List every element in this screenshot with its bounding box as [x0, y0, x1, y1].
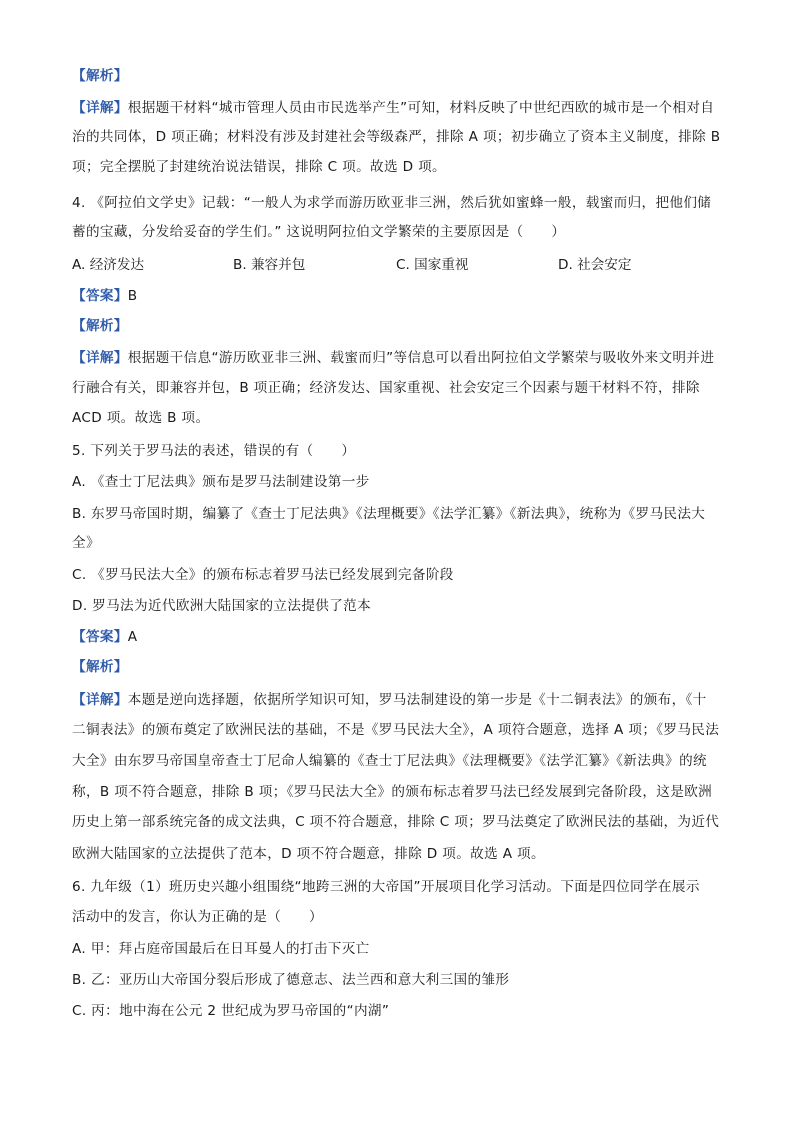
analysis-tag-q3: 【解析】 [72, 68, 128, 84]
detail-line: 称，B 项不符合题意，排除 B 项；《罗马民法大全》的颁布标志着罗马法已经发展到完备阶段，这是欧洲 [72, 784, 713, 800]
option-a: A. 经济发达 [72, 257, 145, 273]
question-stem: 5. 下列关于罗马法的表述，错误的有（ ） [72, 443, 356, 459]
option-b: B. 兼容并包 [233, 257, 306, 273]
detail-line: 欧洲大陆国家的立法提供了范本，D 项不符合题意，排除 D 项。故选 A 项。 [72, 846, 545, 862]
question-stem: 蓄的宝藏，分发给妥奋的学生们。” 这说明阿拉伯文学繁荣的主要原因是（ ） [72, 224, 566, 240]
answer-line: 【答案】A [72, 629, 138, 645]
option-c: C. 丙：地中海在公元 2 世纪成为罗马帝国的“内湖” [72, 1003, 390, 1019]
option-b: B. 东罗马帝国时期，编纂了《查士丁尼法典》《法理概要》《法学汇纂》《新法典》，统称为《罗马民法大 [72, 506, 706, 522]
detail-line: 行融合有关，即兼容并包，B 项正确；经济发达、国家重视、社会安定三个因素与题干材料不符，排除 [72, 380, 700, 396]
detail-line: 大全》由东罗马帝国皇帝查士丁尼命人编纂的《查士丁尼法典》《法理概要》《法学汇纂》《新法典》的统 [72, 753, 707, 769]
option-d: D. 罗马法为近代欧洲大陆国家的立法提供了范本 [72, 598, 372, 614]
analysis-tag: 【解析】 [72, 659, 128, 675]
question-stem: 4. 《阿拉伯文学史》记载：“一般人为求学而游历欧亚非三洲，然后犹如蜜蜂一般，载蜜而归，把他们储 [72, 195, 712, 211]
detail-line: 【详解】根据题干信息“游历欧亚非三洲、载蜜而归”等信息可以看出阿拉伯文学繁荣与吸收外来文明并进 [72, 350, 715, 366]
detail-line: 治的共同体，D 项正确；材料没有涉及封建社会等级森严，排除 A 项；初步确立了资本主义制度，排除 B [72, 129, 721, 145]
answer-line: 【答案】B [72, 288, 138, 304]
detail-line: 项；完全摆脱了封建统治说法错误，排除 C 项。故选 D 项。 [72, 159, 446, 175]
question-stem: 6. 九年级（1）班历史兴趣小组围绕“地跨三洲的大帝国”开展项目化学习活动。下面是四位同学在展示 [72, 879, 700, 895]
option-b: B. 乙：亚历山大帝国分裂后形成了德意志、法兰西和意大利三国的雏形 [72, 972, 510, 988]
option-a: A. 甲：拜占庭帝国最后在日耳曼人的打击下灭亡 [72, 941, 370, 957]
option-c: C. 国家重视 [396, 257, 469, 273]
detail-line: 历史上第一部系统完备的成文法典，C 项不符合题意，排除 C 项；罗马法奠定了欧洲民法的基础，为近代 [72, 814, 720, 830]
detail-line: 【详解】本题是逆向选择题，依据所学知识可知，罗马法制建设的第一步是《十二铜表法》的颁布，《十 [72, 692, 707, 708]
analysis-tag: 【解析】 [72, 318, 128, 334]
detail-line: 二铜表法》的颁布奠定了欧洲民法的基础，不是《罗马民法大全》，A 项符合题意，选择 A 项；《罗马民法 [72, 722, 720, 738]
detail-line: ACD 项。故选 B 项。 [72, 410, 210, 426]
option-a: A. 《查士丁尼法典》颁布是罗马法制建设第一步 [72, 474, 370, 490]
option-d: D. 社会安定 [558, 257, 632, 273]
option-c: C. 《罗马民法大全》的颁布标志着罗马法已经发展到完备阶段 [72, 567, 454, 583]
option-b-cont: 全》 [72, 535, 100, 551]
detail-line: 【详解】根据题干材料“城市管理人员由市民选举产生”可知，材料反映了中世纪西欧的城市是一个相对自 [72, 100, 715, 116]
question-stem: 活动中的发言，你认为正确的是（ ） [72, 909, 323, 925]
